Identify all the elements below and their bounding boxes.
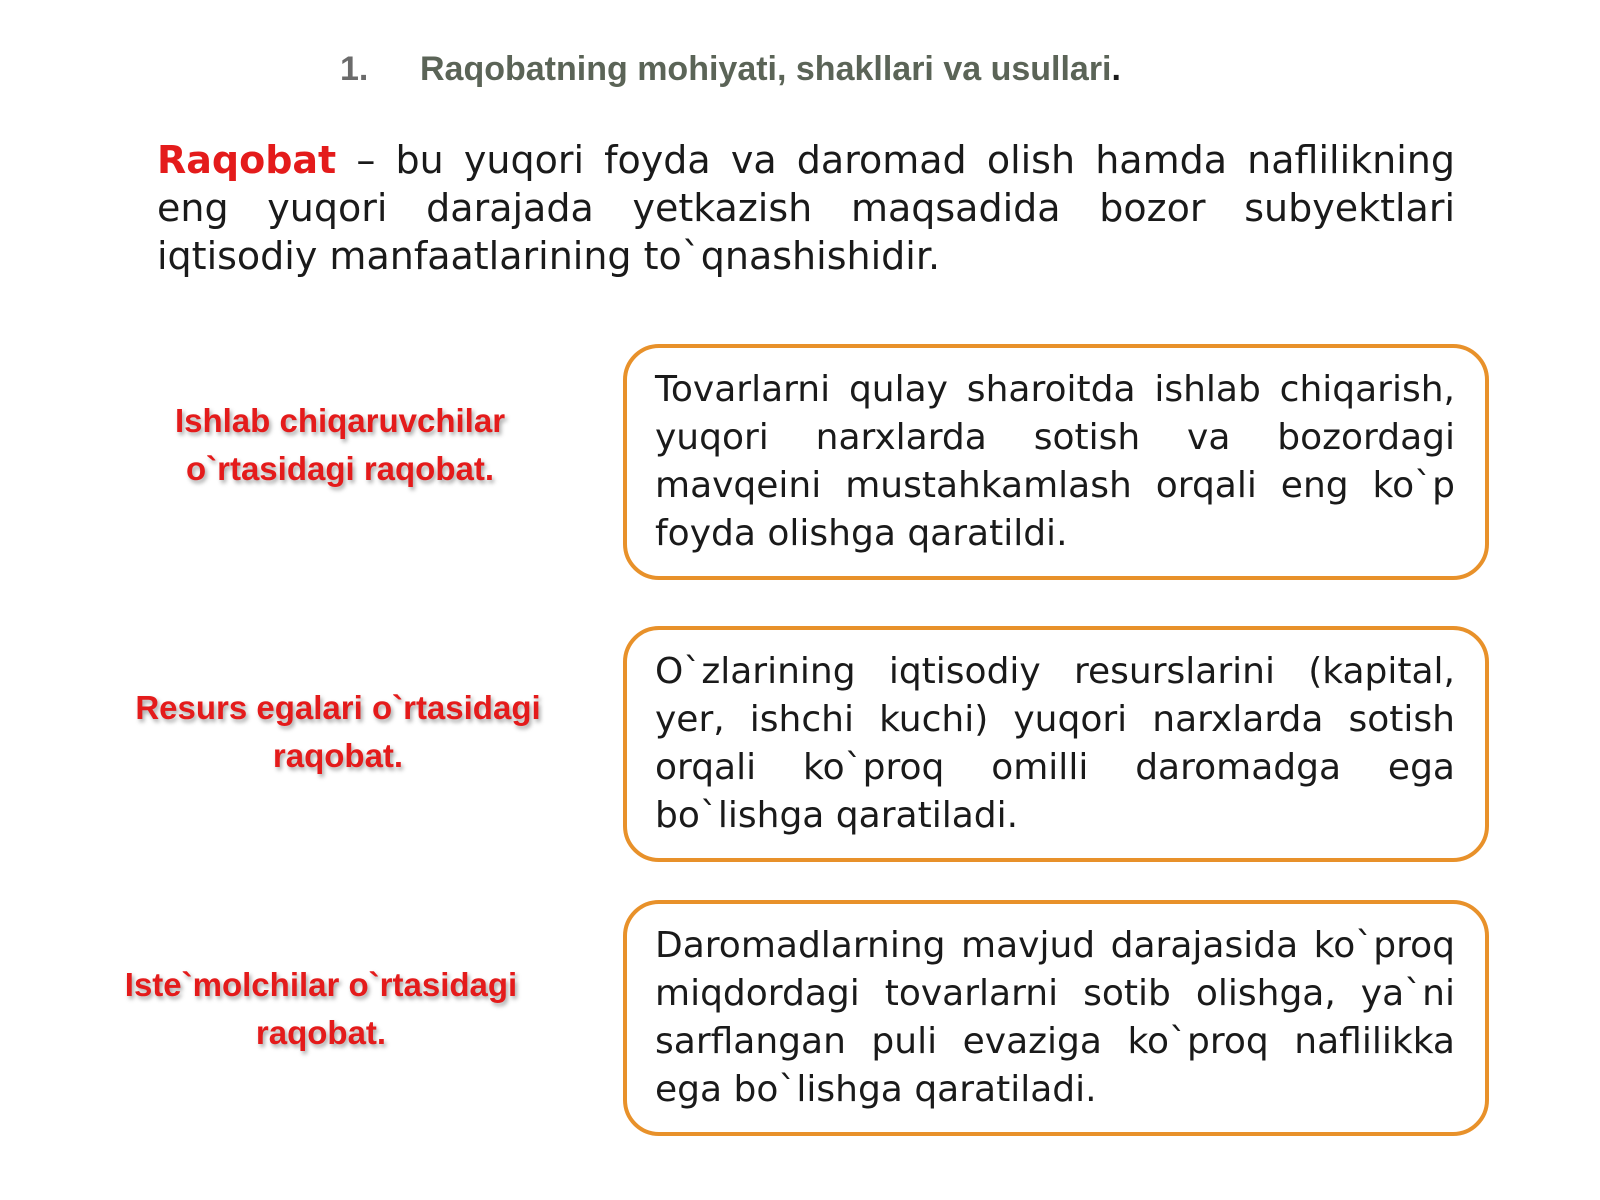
definition-term: Raqobat xyxy=(157,138,337,182)
row-label-line: Iste`molchilar o`rtasidagi xyxy=(124,966,518,1003)
row-label-line: raqobat. xyxy=(255,1014,387,1051)
row-label-line: o`rtasidagi raqobat. xyxy=(185,450,495,487)
section-heading xyxy=(340,50,1121,89)
description-text: Tovarlarni qulay sharoitda ishlab chiqarish, yuqori narxlarda sotish va bozordagi mavqeini mustahkamlash orqali eng ko`p foyda olishga qaratildi. xyxy=(655,369,1455,554)
row-label-producers xyxy=(105,397,575,493)
section-number: 1. xyxy=(340,50,369,88)
row-label-line: Ishlab chiqaruvchilar xyxy=(174,402,506,439)
section-title-period: . xyxy=(1111,50,1121,88)
row-label-line: Resurs egalari o`rtasidagi xyxy=(135,689,541,726)
row-label-resource-owners xyxy=(103,684,573,780)
section-title: Raqobatning mohiyati, shakllari va usullari xyxy=(420,50,1112,88)
description-text: Daromadlarning mavjud darajasida ko`proq miqdordagi tovarlarni sotib olishga, ya`ni sarflangan puli evaziga ko`proq naflilikka ega bo`lishga qaratiladi. xyxy=(655,925,1455,1110)
description-box-consumers xyxy=(623,900,1489,1136)
definition-paragraph xyxy=(157,136,1455,280)
definition-text: – bu yuqori foyda va daromad olish hamda naflilikning eng yuqori darajada yetkazish maqsadida bozor subyektlari iqtisodiy manfaatlarining to`qnashishidir. xyxy=(157,138,1455,278)
row-label-consumers xyxy=(86,961,556,1057)
description-box-resource-owners xyxy=(623,626,1489,862)
description-text: O`zlarining iqtisodiy resurslarini (kapital, yer, ishchi kuchi) yuqori narxlarda sotish orqali ko`proq omilli daromadga ega bo`lishga qaratiladi. xyxy=(655,651,1455,836)
description-box-producers xyxy=(623,344,1489,580)
row-label-line: raqobat. xyxy=(272,737,404,774)
